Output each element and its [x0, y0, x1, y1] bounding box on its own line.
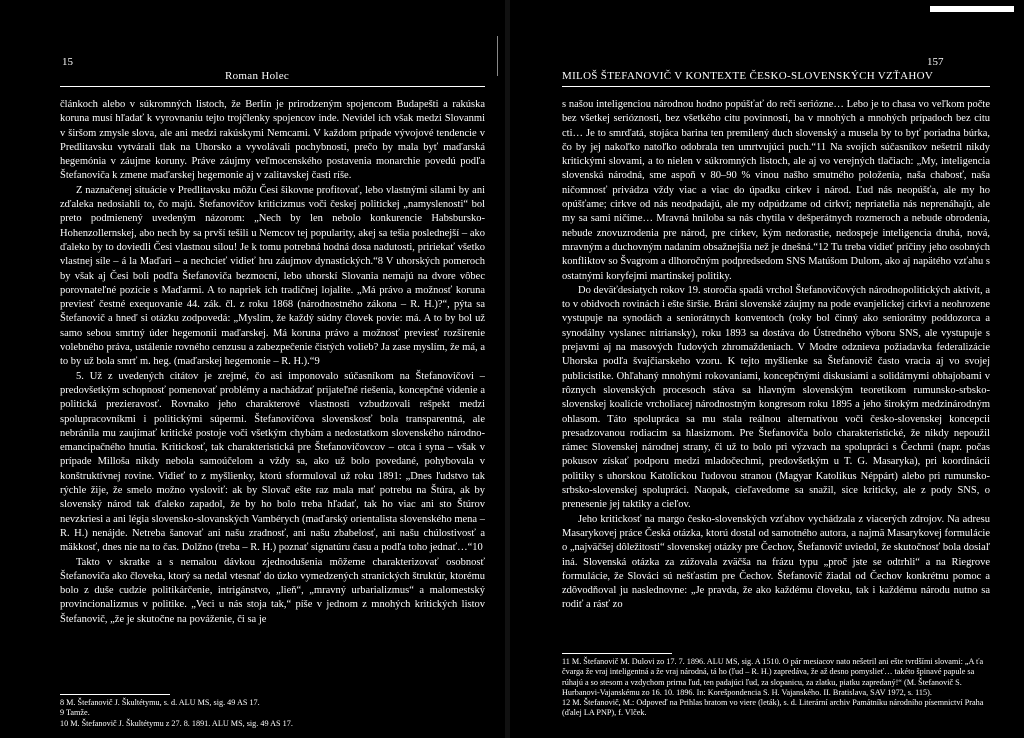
- paragraph: Z naznačenej situácie v Predlitavsku môžu Česi šikovne profitovať, lebo vlastnými silami by ani zďaleka nedosiahli to, čo majú. Štefanovičov kriticizmus voči českej politickej „namyslenosti“ bol preto podmienený uvedeným názorom: „Nech by len nebolo konkurencie Habsbursko-Hohenzollernskej, abo nech by sa prvší tešili u Nemcov tej popularity, akej sa tešia poslednejší – ako ďaleko by to doviedli Česi vlastnou silou! Je k tomu potrebná hodná dosa nadutosti, pririekať všetko vlastnej síle – á la Maďari – a nechcieť vidieť hru záujmov dynastických.“8 V uhorských pomeroch by však aj Česi boli podľa Štefanoviča bezmocní, lebo uhorskí Slovania nemajú na dvore vôbec porovnateľné pozície s Maďarmi. A to napriek ich tradičnej lojalite. „Má právo a možnosť koruna previesť čestné exequovanie 44. zák. čl. z roku 1868 (národnostného zákona – R. H.)?“, pýta sa Štefanovič a hneď si otázku zodpovedá: „Myslím, že každý súdny človek povie: má. A to by bol už samo sebou smrtný úder hegemonii maďarskej. Má koruna právo a možnosť previesť rozšírenie volebného práva, ustálenie rovného cenzusu a zabezpečenie čistých volieb? Ja zase myslím, že má, a to by už bola smrť m. heg. (maďarskej hegemonie – R. H.).“9: [60, 184, 485, 368]
- footnote: 10 M. Štefanovič J. Škultétymu z 27. 8. 1891. ALU MS, sig. 49 AS 17.: [60, 718, 293, 728]
- left-page: [0, 0, 505, 738]
- right-footnotes: [562, 657, 990, 719]
- left-footnotes: [60, 698, 485, 729]
- right-body: [562, 98, 990, 650]
- paragraph: Do deväťdesiatych rokov 19. storočia spadá vrchol Štefanovičových národnopolitických aktivít, a to v obidvoch rovinách i ešte širšie. Bráni slovenské záujmy na pode evanjelickej cirkvi a neohrozene vystupuje na synodách a seniorátnych konventoch (roky bol činný ako seniorátny poddozorca a synodálny vyslanec nitriansky), roku 1893 sa dostáva do Ústredného výboru SNS, ale vystupuje s prejavmi aj na masových ľudových zhromaždeniach. V Modre odznieva požiadavka federalizácie Uhorska podľa švajčiarskeho vzoru. K tejto myšlienke sa Štefanovič často vracia aj vo svojej publicistike. Ohľahaný mnohými rokovaniami, koncepčnými diskusiami a solidárnymi obhajobami v rôznych slovenských procesoch stáva sa hlavným slovenským teoretikom rumunsko-srbsko-slovenskej koalície vrcholiacej národnostným kongresom roku 1895 a jeho širokým medzinárodným ohlasom. Táto spolupráca sa mu stala reálnou alternatívou voči česko-slovenskej koncepcii presadzovanou rodiacim sa hlasizmom. Pre Štefanoviča bolo charakteristické, že nikdy nepoužil rámec Slovenskej národnej strany, či už to bolo pri výzvach na spolupráci s Čechmi (napr. počas pokusov získať podporu medzi mladočechmi, predovšetkým u T. G. Masaryka), pri koordinácii politiky s uhorskou Katolíckou ľudovou stranou (Magyar Katolikus Néppárt) alebo pri rumunsko-srbsko-slovenskej spolupráci. Naopak, cieľavedome sa snažil, sice kriticky, ale z pody SNS, o prenesenie jej taktiky a cieľov.: [562, 284, 990, 511]
- footnote: 9 Tamže.: [60, 708, 90, 718]
- right-running-head: MILOŠ ŠTEFANOVIČ V KONTEXTE ČESKO-SLOVENSKÝCH VZŤAHOV: [562, 70, 934, 82]
- footnote: 12 M. Štefanovič, M.: Odpoveď na Prihlas bratom vo viere (leták), s. d. Literární archiv Památníku národního písemnictví Praha (ďalej LA PNP), f. Vlček.: [562, 698, 984, 718]
- right-footnote-rule: [562, 653, 672, 654]
- right-header-rule: [562, 86, 990, 87]
- right-page-number: 157: [927, 56, 944, 68]
- paragraph: s našou inteligenciou národnou hodno popúšťať do reči seriózne… Lebo je to chasa vo veľkom počte bez všetkej serióznosti, bez všetkého citu povinnosti, ba v mnohých a mnohých prípadoch bez citu cti… Je to smrďatá, stojáca barina ten premilený duch slovenský a musela by to byť poriadna búrka, čo by jej nakoľko natoľko odobrala ten umrtvujúci puch.“11 Na svojich súčasníkov nešetril nikdy kritickými slovami, a to nielen v súkromných listoch, ale aj vo verejných tlačiach: „My, inteligencia slovenská národná, sme aspoň v 80–90 % vinou našho smutného položenia, naša chabosť, naša ničomnosť privádza vždy viac a viac do úpadku církev i národ. Ľud nás neopúšťa, ale my ho opúšťame; cirkve od nás neodpadajú, ale my odpúdzame od cirkví; nepriatelia nás neprenáhajú, ale my sa sami ničíme… Mravná hniloba sa nás chytila v dešperátnych rozmeroch a nebude obrodenia, nebude znovuzrodenia pre národ, pre církev, kým nedorastie, nedospeje inteligencia druhá, nová, mravným a duchovným nadaním obsažnejšia než je dnešná.“12 Tu treba vidieť príčiny jeho osobných konfliktov so Švagrom a dlhoročným podpredsedom SNS Matúšom Dulom, ako aj napätého vzťahu s ostatnými koryfejmi martinskej politiky.: [562, 99, 990, 282]
- footnote: 11 M. Štefanovič M. Dulovi zo 17. 7. 1896. ALU MS, sig. A 1510. O pár mesiacov nato nešetril ani ešte tvrdšími slovami: „A ťa čvarga že vraj inteligentná a že vraj národná, tá ho (ľud – R. H.) zapredáva, že až desno pomyslieť… takéto špinavé papule sa rúhajú a so stesom a vzdychom prirna ľud, ten padajúci ľud, za slopanicu, za zlatku, piatku zapredaný!“ (M. Štefanovič S. Hurbanovi-Vajanskému zo 16. 10. 1896. In: Korešpondencia S. H. Vajanského. II. Bratislava, SAV 1972, s. 115).: [562, 657, 984, 697]
- left-body: [60, 98, 485, 703]
- paragraph: článkoch alebo v súkromných listoch, že Berlín je prirodzeným spojencom Budapešti a rakúska koruna musí hľadať k vyrovnaniu tejto trojčlenky spojencov inde. Nevidel ich však medzi Slovanmi v širšom zmysle slova, ale ani medzi rakúskymi Nemcami. V každom prípade vývojové tendencie v Predlitavsku vytvárali tlak na Uhorsko a vyvolávali pochybnosti, prečo by mala byť maďarská hegemónia v záujme koruny. Práve záujmy veľmocenského postavenia monarchie povedú podľa Štefanoviča k zmene maďarskej hegemonie aj v zalitavskej časti ríše.: [60, 99, 485, 182]
- paragraph: Takto v skratke a s nemalou dávkou zjednodušenia môžeme charakterizovať osobnosť Štefanoviča ako človeka, ktorý sa nedal vtesnať do úzko vymedzených stranických štruktúr, ktorému bolo z duše cudzie politikárčenie, intrigánstvo, „lieň“, „mravný urbarializmus“ a malomestský provincionalizmus v politike. „Veci u nás stoja tak,“ píše v jednom z mnohých kritických listov Štefanovič, „že je skutočne na pováženie, či sa je: [60, 556, 485, 625]
- footnote: 8 M. Štefanovič J. Škultétymu, s. d. ALU MS, sig. 49 AS 17.: [60, 698, 260, 707]
- paragraph: Jeho kritickosť na margo česko-slovenských vzťahov vychádzala z viacerých zdrojov. Na adresu Masarykovej práce Česká otázka, ktorú dostal od samotného autora, a najmä Masarykovej formulácie o „najväčšej dôležitosti“ slovenskej otázky pre Čechov, Štefanovič uviedol, že skutočnosť bola dosiaľ iná. Slovenská otázka za zúžovala zväčša na frázu typu „proč jste se odtrhli“ a na Riegrove formulácie, že Slováci sú nešťastím pre Čechov. Štefanovič žiadal od Čechov konkrétnu pomoc a zdôvodňoval ju naslednovne: „Je pravda, že ako každému človeku, tak i každému národu nutno sa rodiť a rásť zo: [562, 513, 990, 611]
- left-running-head: Roman Holec: [225, 70, 290, 82]
- left-page-number: 15: [62, 56, 73, 68]
- left-footnote-rule: [60, 694, 170, 695]
- gutter-line: [497, 36, 498, 76]
- left-header-rule: [60, 86, 485, 87]
- paragraph: 5. Už z uvedených citátov je zrejmé, čo asi imponovalo súčasníkom na Štefanovičovi – predovšetkým schopnosť pomenovať problémy a nachádzať prijateľné riešenia, koncepčné videnie a politická prezieravosť. Rovnako jeho charakterové vlastnosti vzbudzovali rešpekt medzi spolupracovníkmi i politickými súpermi. Štefanovičova slovenskosť bola transparentná, ale nebránila mu zaujímať kritické postoje voči všetkým chybám a nedostatkom slovenského národno-emancipačného hnutia. Kritickosť, tak charakteristická pre Štefanovičovcov – otca i syna – však v prípade Milloša nikdy nebola samoúčelom a vždy sa, ako už bolo povedané, pohybovala v konštruktívnej rovine. Vidieť to z myšlienky, ktorú sformuloval už roku 1891: „Dnes ľudstvo tak rýchle žije, že smelo možno vysloviť: ak by Slovač ešte raz mala mať potrebu na Štúra, ak by slovenský národ tak ďaleko zapadol, že by ho bolo treba hľadať, tak ho viac ani sto Štúrov nevzkriesi a ani légia slovensko-slovanských Vambérych (maďarský orientalista slovenského mena – R. H.) nenájde. Netreba šanovať ani našu zradnosť, ani našu zbabelosť, ani našu chúlostivosť a mäkkosť, dnes nie na to čas. Dolžno (treba – R. H.) poznať signatúru času a podľa toho jednať…“10: [60, 370, 485, 554]
- right-page: [510, 0, 1024, 738]
